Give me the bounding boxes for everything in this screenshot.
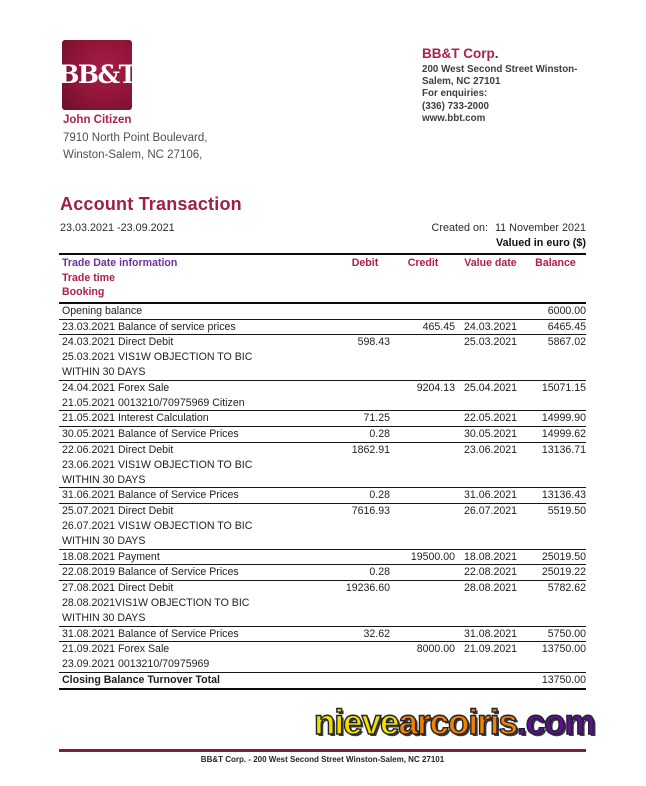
cell-credit <box>390 565 456 581</box>
table-row <box>59 319 586 335</box>
bbt-logo-text: BB&T <box>58 59 136 89</box>
cell-balance: 13750.00 <box>525 642 586 673</box>
description-line: 27.08.2021 Direct Debit <box>62 582 174 595</box>
customer-address-line1: 7910 North Point Boulevard, <box>63 131 208 144</box>
description-line: 31.06.2021 Balance of Service Prices <box>62 489 239 502</box>
table-row <box>59 335 586 380</box>
created-on <box>432 222 586 234</box>
cell-value-date: 18.08.2021 <box>456 549 525 565</box>
cell-credit: 9204.13 <box>390 380 456 411</box>
cell-value-date: 26.07.2021 <box>456 504 525 549</box>
bank-block <box>422 46 602 125</box>
description-line: 21.05.2021 Interest Calculation <box>62 412 209 425</box>
cell-value-date <box>456 672 525 688</box>
description-line: 23.03.2021 Balance of service prices <box>62 320 236 333</box>
description-line: 31.08.2021 Balance of Service Prices <box>62 627 239 640</box>
description-line: Closing Balance Turnover Total <box>62 673 220 686</box>
transactions-body <box>59 303 586 689</box>
watermark <box>314 703 595 743</box>
cell-value-date: 30.05.2021 <box>456 427 525 443</box>
description-line: 30.05.2021 Balance of Service Prices <box>62 428 239 441</box>
cell-credit <box>390 303 456 319</box>
statement-meta <box>60 222 586 234</box>
cell-description <box>59 642 340 673</box>
cell-description <box>59 411 340 427</box>
cell-description <box>59 549 340 565</box>
bank-address-line2: Salem, NC 27101 <box>422 76 501 88</box>
cell-debit <box>340 380 390 411</box>
header-trade-time: Trade time <box>62 271 115 284</box>
footer-divider <box>59 749 586 752</box>
table-row <box>59 581 586 626</box>
bank-name <box>422 46 602 61</box>
description-line: 25.03.2021 VIS1W OBJECTION TO BIC <box>62 351 253 364</box>
cell-value-date: 24.03.2021 <box>456 319 525 335</box>
cell-value-date: 31.06.2021 <box>456 488 525 504</box>
created-on-value: 11 November 2021 <box>494 222 586 234</box>
transactions-table <box>59 253 586 690</box>
table-row <box>59 672 586 688</box>
cell-description <box>59 565 340 581</box>
description-line: WITHIN 30 DAYS <box>62 534 146 547</box>
header-booking: Booking <box>62 286 105 299</box>
description-line: WITHIN 30 DAYS <box>62 365 146 378</box>
cell-credit <box>390 626 456 642</box>
page-title: Account Transaction <box>60 194 242 214</box>
cell-balance: 25019.22 <box>525 565 586 581</box>
cell-debit: 0.28 <box>340 565 390 581</box>
cell-value-date: 21.09.2021 <box>456 642 525 673</box>
description-line: 23.09.2021 0013210/70975969 <box>62 658 210 671</box>
cell-balance: 13750.00 <box>525 672 586 688</box>
cell-description <box>59 672 340 688</box>
table-header <box>59 254 586 303</box>
description-line: 24.03.2021 Direct Debit <box>62 336 174 349</box>
bank-enquiries-label: For enquiries: <box>422 88 488 100</box>
cell-description <box>59 319 340 335</box>
cell-value-date: 23.06.2021 <box>456 442 525 487</box>
customer-name: John Citizen <box>63 114 132 126</box>
cell-balance: 5750.00 <box>525 626 586 642</box>
description-line: 22.06.2021 Direct Debit <box>62 443 174 456</box>
cell-balance: 6000.00 <box>525 303 586 319</box>
table-row <box>59 642 586 673</box>
cell-debit: 7616.93 <box>340 504 390 549</box>
cell-debit <box>340 549 390 565</box>
cell-value-date: 25.04.2021 <box>456 380 525 411</box>
header-credit: Credit <box>390 254 456 303</box>
cell-description <box>59 380 340 411</box>
description-line: 23.06.2021 VIS1W OBJECTION TO BIC <box>62 458 253 471</box>
watermark-part-arcoiris: arcoiris <box>398 703 517 742</box>
cell-description <box>59 581 340 626</box>
table-row <box>59 303 586 319</box>
cell-description <box>59 504 340 549</box>
cell-value-date: 22.05.2021 <box>456 411 525 427</box>
table-row <box>59 380 586 411</box>
footer-text: BB&T Corp. - 200 West Second Street Winston-Salem, NC 27101 <box>200 755 445 764</box>
description-line: WITHIN 30 DAYS <box>62 611 146 624</box>
cell-balance: 14999.90 <box>525 411 586 427</box>
bank-website: www.bbt.com <box>422 112 486 124</box>
cell-value-date <box>456 303 525 319</box>
cell-debit: 0.28 <box>340 427 390 443</box>
cell-balance: 13136.43 <box>525 488 586 504</box>
bank-address-line1: 200 West Second Street Winston- <box>422 64 578 75</box>
cell-debit: 71.25 <box>340 411 390 427</box>
description-line: 22.08.2019 Balance of Service Prices <box>62 566 239 579</box>
header-trade-date-information: Trade Date information <box>62 257 178 269</box>
description-line: 24.04.2021 Forex Sale <box>62 381 170 394</box>
table-row <box>59 488 586 504</box>
cell-balance: 5782.62 <box>525 581 586 626</box>
description-line: 18.08.2021 Payment <box>62 550 160 563</box>
cell-value-date: 28.08.2021 <box>456 581 525 626</box>
header-description-column <box>59 254 340 303</box>
cell-balance: 5519.50 <box>525 504 586 549</box>
description-line: Opening balance <box>62 304 143 317</box>
cell-description <box>59 442 340 487</box>
cell-credit <box>390 335 456 380</box>
table-row <box>59 504 586 549</box>
table-row <box>59 411 586 427</box>
cell-value-date: 22.08.2021 <box>456 565 525 581</box>
cell-balance: 5867.02 <box>525 335 586 380</box>
cell-description <box>59 335 340 380</box>
cell-credit: 465.45 <box>390 319 456 335</box>
cell-balance: 13136.71 <box>525 442 586 487</box>
cell-balance: 6465.45 <box>525 319 586 335</box>
cell-credit <box>390 427 456 443</box>
customer-block <box>63 112 207 165</box>
table-row <box>59 427 586 443</box>
header-debit: Debit <box>340 254 390 303</box>
valued-note: Valued in euro ($) <box>496 237 586 249</box>
statement-period: 23.03.2021 -23.09.2021 <box>60 222 175 234</box>
bank-phone: (336) 733-2000 <box>422 100 489 112</box>
table-row <box>59 549 586 565</box>
cell-credit <box>390 488 456 504</box>
watermark-part-nieve: nieve <box>314 703 399 742</box>
description-line: 21.09.2021 Forex Sale <box>62 643 170 656</box>
cell-credit <box>390 504 456 549</box>
bank-name-period: . <box>494 46 499 61</box>
cell-balance: 15071.15 <box>525 380 586 411</box>
cell-value-date: 31.08.2021 <box>456 626 525 642</box>
cell-description <box>59 626 340 642</box>
cell-debit: 598.43 <box>340 335 390 380</box>
description-line: 26.07.2021 VIS1W OBJECTION TO BIC <box>62 519 253 532</box>
cell-debit: 19236.60 <box>340 581 390 626</box>
description-line: 21.05.2021 0013210/70975969 Citizen <box>62 396 245 409</box>
cell-value-date: 25.03.2021 <box>456 335 525 380</box>
table-row <box>59 565 586 581</box>
table-row <box>59 442 586 487</box>
cell-debit <box>340 642 390 673</box>
customer-address-line2: Winston-Salem, NC 27106, <box>63 149 203 161</box>
description-line: 25.07.2021 Direct Debit <box>62 505 174 518</box>
bank-name-text: BB&T Corp <box>422 46 495 61</box>
cell-credit <box>390 442 456 487</box>
cell-debit <box>340 319 390 335</box>
cell-debit <box>340 303 390 319</box>
cell-description <box>59 488 340 504</box>
header-balance: Balance <box>525 254 586 303</box>
cell-description <box>59 427 340 443</box>
cell-credit <box>390 581 456 626</box>
cell-balance: 25019.50 <box>525 549 586 565</box>
header-value-date: Value date <box>456 254 525 303</box>
table-row <box>59 626 586 642</box>
cell-debit: 0.28 <box>340 488 390 504</box>
description-line: 28.08.2021VIS1W OBJECTION TO BIC <box>62 596 250 609</box>
cell-debit: 1862.91 <box>340 442 390 487</box>
cell-description <box>59 303 340 319</box>
cell-debit: 32.62 <box>340 626 390 642</box>
cell-credit: 19500.00 <box>390 549 456 565</box>
cell-credit <box>390 672 456 688</box>
created-on-label: Created on: <box>431 222 488 234</box>
bbt-logo <box>58 40 136 110</box>
description-line: WITHIN 30 DAYS <box>62 473 146 486</box>
watermark-part-com: .com <box>516 703 595 742</box>
cell-credit <box>390 411 456 427</box>
cell-debit <box>340 672 390 688</box>
cell-balance: 14999.62 <box>525 427 586 443</box>
cell-credit: 8000.00 <box>390 642 456 673</box>
